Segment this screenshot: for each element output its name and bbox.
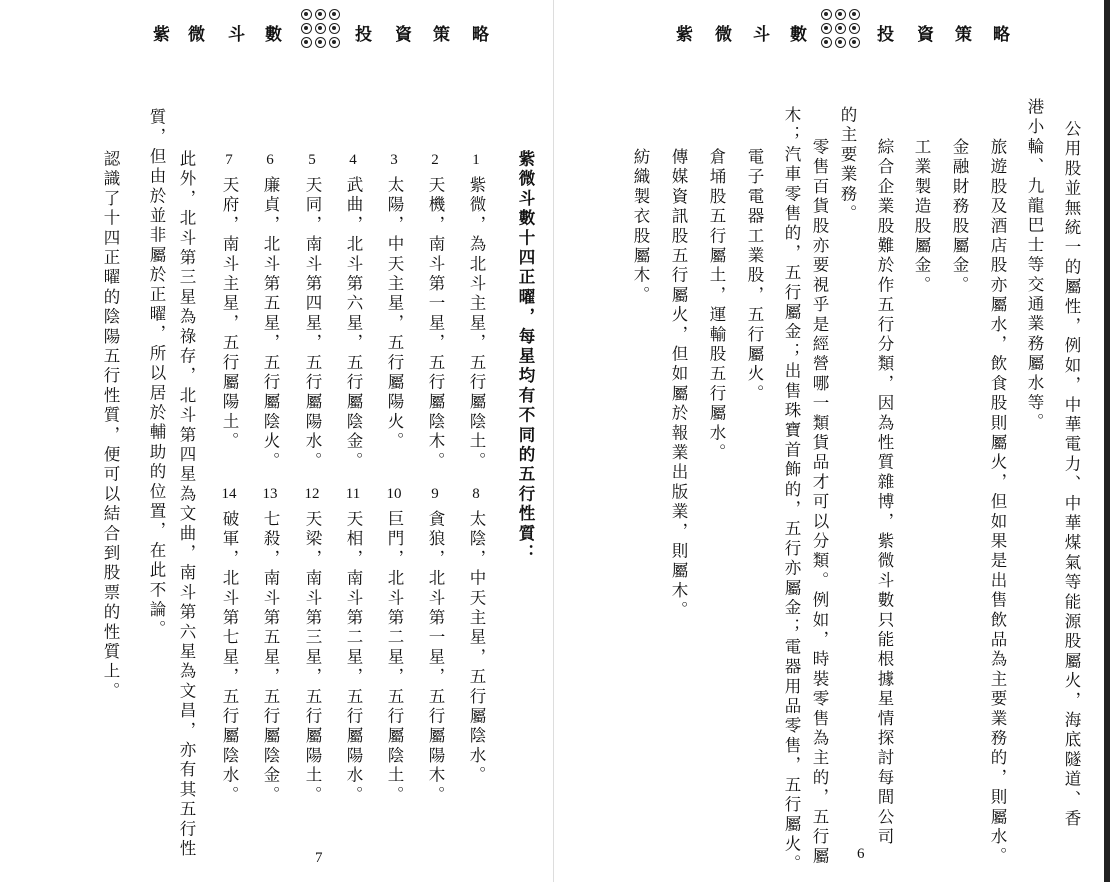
header-title-char: 紫 bbox=[676, 25, 693, 45]
section-heading: 紫微斗數十四正曜，每星均有不同的五行性質： bbox=[516, 150, 535, 564]
star-entry: 天同，南斗第四星，五行屬陽水。 bbox=[303, 176, 322, 472]
header-title-char: 數 bbox=[265, 25, 282, 45]
star-number: 5 bbox=[308, 152, 316, 168]
page-edge bbox=[1104, 0, 1110, 882]
text-column: 此外，北斗第三星為祿存，北斗第四星為文曲，南斗第六星為文昌，亦有其五行性 bbox=[177, 150, 196, 860]
header-subtitle-char: 資 bbox=[395, 25, 412, 45]
header-title-char: 數 bbox=[790, 25, 807, 45]
header-subtitle-char: 資 bbox=[917, 25, 934, 45]
header-title-char: 微 bbox=[715, 25, 732, 45]
header-subtitle-char: 策 bbox=[433, 25, 450, 45]
header-subtitle-char: 策 bbox=[955, 25, 972, 45]
text-column: 認識了十四正曜的陰陽五行性質，便可以結合到股票的性質上。 bbox=[101, 150, 120, 702]
star-number: 14 bbox=[221, 486, 237, 502]
star-entry: 天相，南斗第二星，五行屬陽水。 bbox=[344, 510, 363, 806]
text-column: 綜合企業股難於作五行分類，因為性質雜博，紫微斗數只能根據星情探討每間公司 bbox=[875, 138, 894, 848]
star-entry: 巨門，北斗第二星，五行屬陰土。 bbox=[385, 510, 404, 806]
star-number: 13 bbox=[262, 486, 278, 502]
text-column: 金融財務股屬金。 bbox=[950, 138, 969, 296]
header-subtitle-char: 略 bbox=[472, 25, 489, 45]
star-number: 8 bbox=[472, 486, 480, 502]
star-entry: 太陽，中天主星，五行屬陽火。 bbox=[385, 176, 404, 452]
text-column: 港小輪、九龍巴士等交通業務屬水等。 bbox=[1025, 98, 1044, 433]
star-number: 3 bbox=[390, 152, 398, 168]
text-column: 紡織製衣股屬木。 bbox=[631, 148, 650, 306]
header-subtitle-char: 略 bbox=[993, 25, 1010, 45]
star-number: 1 bbox=[472, 152, 480, 168]
text-column: 工業製造股屬金。 bbox=[912, 138, 931, 296]
star-entry: 廉貞，北斗第五星，五行屬陰火。 bbox=[261, 176, 280, 472]
text-column: 公用股並無統一的屬性，例如，中華電力、中華煤氣等能源股屬火，海底隧道、香 bbox=[1062, 120, 1081, 830]
header-title-char: 斗 bbox=[228, 25, 245, 45]
star-entry: 紫微，為北斗主星，五行屬陰土。 bbox=[467, 176, 486, 472]
star-number: 2 bbox=[431, 152, 439, 168]
star-entry: 武曲，北斗第六星，五行屬陰金。 bbox=[344, 176, 363, 472]
header-title-char: 紫 bbox=[153, 25, 170, 45]
page-number: 6 bbox=[857, 846, 865, 862]
star-number: 4 bbox=[349, 152, 357, 168]
page-number: 7 bbox=[315, 850, 323, 866]
star-number: 6 bbox=[266, 152, 274, 168]
header-subtitle-char: 投 bbox=[355, 25, 372, 45]
star-entry: 天梁，南斗第三星，五行屬陽土。 bbox=[303, 510, 322, 806]
star-entry: 破軍，北斗第七星，五行屬陰水。 bbox=[220, 510, 239, 806]
text-column: 倉埇股五行屬土，運輸股五行屬水。 bbox=[707, 148, 726, 464]
star-entry: 太陰，中天主星，五行屬陰水。 bbox=[467, 510, 486, 786]
text-column: 電子電器工業股，五行屬火。 bbox=[745, 148, 764, 405]
star-entry: 七殺，南斗第五星，五行屬陰金。 bbox=[261, 510, 280, 806]
taiji-logo-icon bbox=[820, 8, 862, 50]
star-number: 12 bbox=[304, 486, 320, 502]
header-subtitle-char: 投 bbox=[877, 25, 894, 45]
text-column: 的主要業務。 bbox=[838, 106, 857, 225]
star-number: 10 bbox=[386, 486, 402, 502]
header-right bbox=[0, 20, 1110, 44]
text-column: 旅遊股及酒店股亦屬水，飲食股則屬火，但如果是出售飲品為主要業務的，則屬水。 bbox=[988, 138, 1007, 867]
text-column: 木；汽車零售的，五行屬金；出售珠寶首飾的，五行亦屬金；電器用品零售，五行屬火。 bbox=[782, 106, 801, 875]
text-column: 零售百貨股亦要視乎是經營哪一類貨品才可以分類。例如，時裝零售為主的，五行屬 bbox=[810, 138, 829, 867]
star-number: 7 bbox=[225, 152, 233, 168]
text-column: 質，但由於並非屬於正曜，所以居於輔助的位置，在此不論。 bbox=[147, 108, 166, 640]
star-entry: 天機，南斗第一星，五行屬陰木。 bbox=[426, 176, 445, 472]
star-number: 11 bbox=[345, 486, 361, 502]
header-title-char: 微 bbox=[188, 25, 205, 45]
header-title-char: 斗 bbox=[753, 25, 770, 45]
book-spine bbox=[553, 0, 554, 882]
text-column: 傳媒資訊股五行屬火，但如屬於報業出版業，則屬木。 bbox=[669, 148, 688, 621]
star-entry: 貪狼，北斗第一星，五行屬陽木。 bbox=[426, 510, 445, 806]
star-number: 9 bbox=[431, 486, 439, 502]
star-entry: 天府，南斗主星，五行屬陽土。 bbox=[220, 176, 239, 452]
